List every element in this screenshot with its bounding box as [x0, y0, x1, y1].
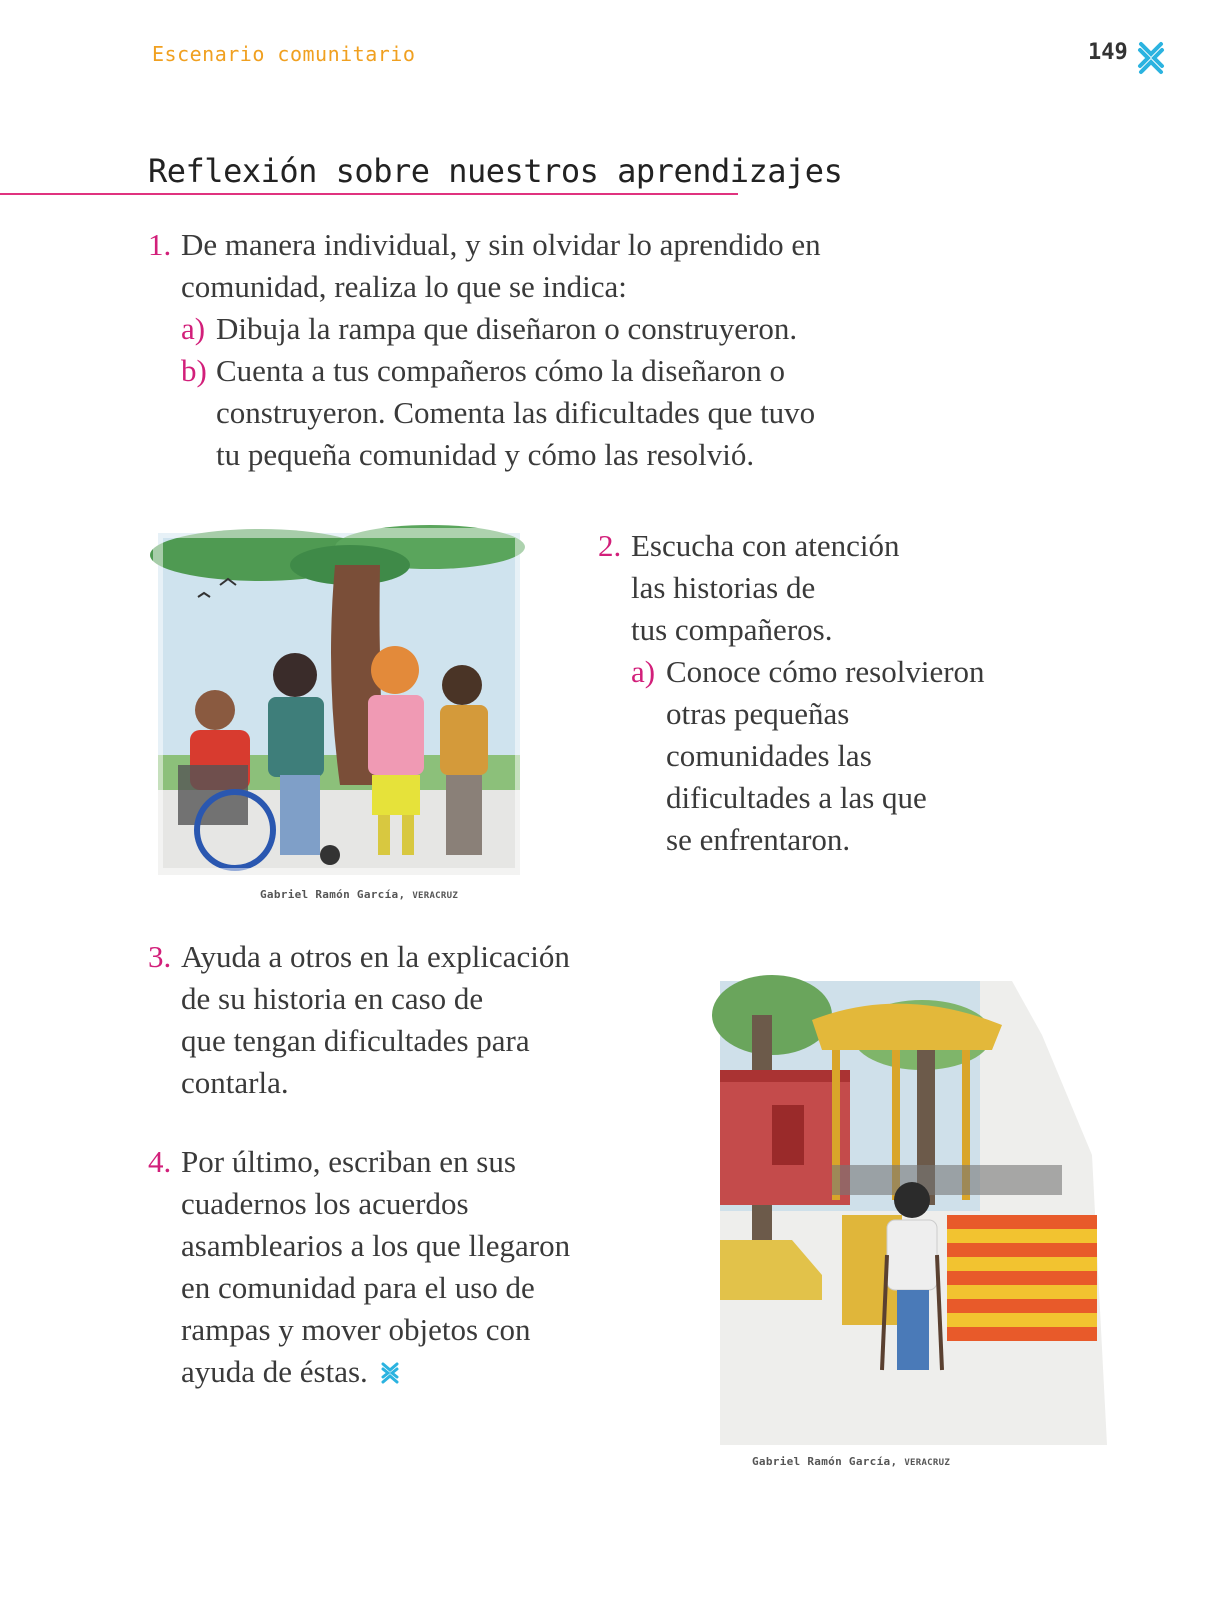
sub-item-a — [631, 651, 1078, 861]
page-number: 149 — [1088, 40, 1128, 65]
illustration-kiosk-stairs — [712, 975, 1112, 1450]
caption-place: VERACRUZ — [904, 1458, 951, 1468]
item-text-line: de su historia en caso de — [181, 981, 484, 1016]
item-text-line: que tengan dificultades para — [181, 1023, 530, 1058]
sub-item-text: construyeron. Comenta las dificultades que tuvo — [216, 395, 816, 430]
figure-caption — [752, 1455, 950, 1468]
page-title: Reflexión sobre nuestros aprendizajes — [148, 152, 843, 190]
sub-item-text: dificultades a las que — [666, 780, 927, 815]
item-number: 2. — [598, 528, 622, 563]
caption-author: Gabriel Ramón García, — [260, 888, 406, 901]
item-number: 1. — [148, 227, 172, 262]
caption-author: Gabriel Ramón García, — [752, 1455, 898, 1468]
figure-caption — [260, 888, 458, 901]
item-text-line: rampas y mover objetos con — [181, 1312, 531, 1347]
activity-item-2 — [598, 525, 1078, 861]
book-logo-icon — [1136, 40, 1166, 76]
sub-item-a — [181, 308, 978, 350]
sub-item-text: otras pequeñas — [666, 696, 850, 731]
item-text-line: Escucha con atención — [631, 528, 900, 563]
title-underline — [0, 193, 738, 195]
sub-item-text: comunidades las — [666, 738, 872, 773]
sub-item-text: tu pequeña comunidad y cómo las resolvió. — [216, 437, 755, 472]
activity-item-1 — [148, 224, 978, 476]
illustration-children-wheelchair — [150, 525, 530, 880]
section-end-icon — [380, 1361, 400, 1385]
item-text-line: Ayuda a otros en la explicación — [181, 939, 570, 974]
item-text-line: comunidad, realiza lo que se indica: — [181, 269, 627, 304]
item-number: 3. — [148, 939, 172, 974]
caption-place: VERACRUZ — [412, 891, 459, 901]
item-text-line: contarla. — [181, 1065, 289, 1100]
item-text-line: Por último, escriban en sus — [181, 1144, 516, 1179]
item-text-line: ayuda de éstas. — [181, 1354, 368, 1389]
sub-item-text: Conoce cómo resolvieron — [666, 654, 985, 689]
item-number: 4. — [148, 1144, 172, 1179]
item-text-line: De manera individual, y sin olvidar lo aprendido en — [181, 227, 821, 262]
item-text-line: cuadernos los acuerdos — [181, 1186, 469, 1221]
item-text-line: las historias de — [631, 570, 816, 605]
sub-item-label: a) — [181, 311, 206, 346]
item-text-line: en comunidad para el uso de — [181, 1270, 535, 1305]
sub-item-text: se enfrentaron. — [666, 822, 851, 857]
item-text-line: tus compañeros. — [631, 612, 833, 647]
sub-item-label: b) — [181, 353, 207, 388]
section-title: Escenario comunitario — [152, 42, 416, 66]
item-text-line: asamblearios a los que llegaron — [181, 1228, 571, 1263]
sub-item-b — [181, 350, 978, 476]
sub-item-label: a) — [631, 654, 656, 689]
activity-item-3 — [148, 936, 688, 1104]
sub-item-text: Dibuja la rampa que diseñaron o construyeron. — [216, 311, 798, 346]
sub-item-text: Cuenta a tus compañeros cómo la diseñaron o — [216, 353, 786, 388]
activity-item-4 — [148, 1141, 688, 1393]
